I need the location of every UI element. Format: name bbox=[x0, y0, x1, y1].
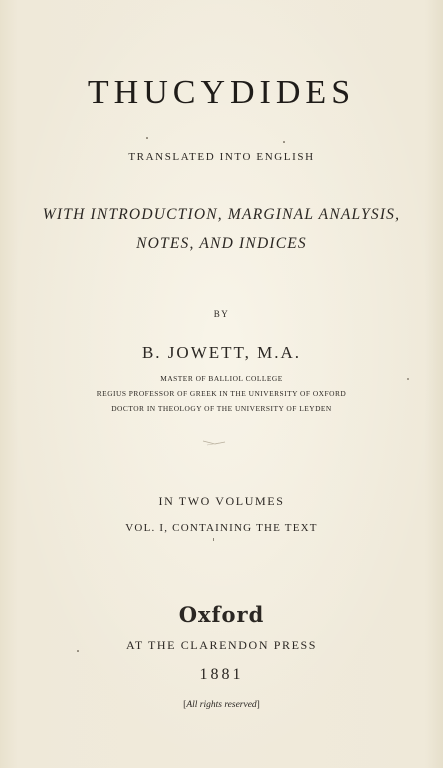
paper-speck bbox=[213, 538, 214, 541]
translation-note: TRANSLATED INTO ENGLISH bbox=[128, 151, 315, 163]
rights-text: All rights reserved bbox=[186, 700, 257, 710]
rights-bracket-close: ] bbox=[256, 700, 260, 710]
author-name: B. JOWETT, M.A. bbox=[141, 343, 302, 362]
publication-year: 1881 bbox=[199, 666, 244, 683]
volume-contents: VOL. I, CONTAINING THE TEXT bbox=[125, 522, 318, 534]
publisher: AT THE CLARENDON PRESS bbox=[125, 638, 318, 652]
book-title: THUCYDIDES bbox=[87, 74, 356, 111]
author-credential: DOCTOR IN THEOLOGY OF THE UNIVERSITY OF LEYDEN bbox=[111, 404, 332, 413]
contents-line-2: NOTES, AND INDICES bbox=[136, 235, 307, 252]
author-credential: MASTER OF BALLIOL COLLEGE bbox=[160, 374, 283, 383]
author-credential: REGIUS PROFESSOR OF GREEK IN THE UNIVERSITY OF OXFORD bbox=[96, 389, 347, 398]
paper-speck bbox=[283, 141, 285, 143]
paper-speck bbox=[407, 378, 409, 380]
rights-notice bbox=[0, 699, 443, 711]
paper-speck bbox=[146, 137, 148, 139]
ornament-divider bbox=[201, 438, 227, 448]
rights-bracket-open: [ bbox=[183, 700, 187, 710]
publication-place: Oxford bbox=[178, 602, 265, 627]
by-label: BY bbox=[213, 309, 230, 319]
contents-line-1: WITH INTRODUCTION, MARGINAL ANALYSIS, bbox=[42, 206, 401, 223]
paper-speck bbox=[77, 650, 79, 652]
volume-count: IN TWO VOLUMES bbox=[158, 494, 285, 508]
